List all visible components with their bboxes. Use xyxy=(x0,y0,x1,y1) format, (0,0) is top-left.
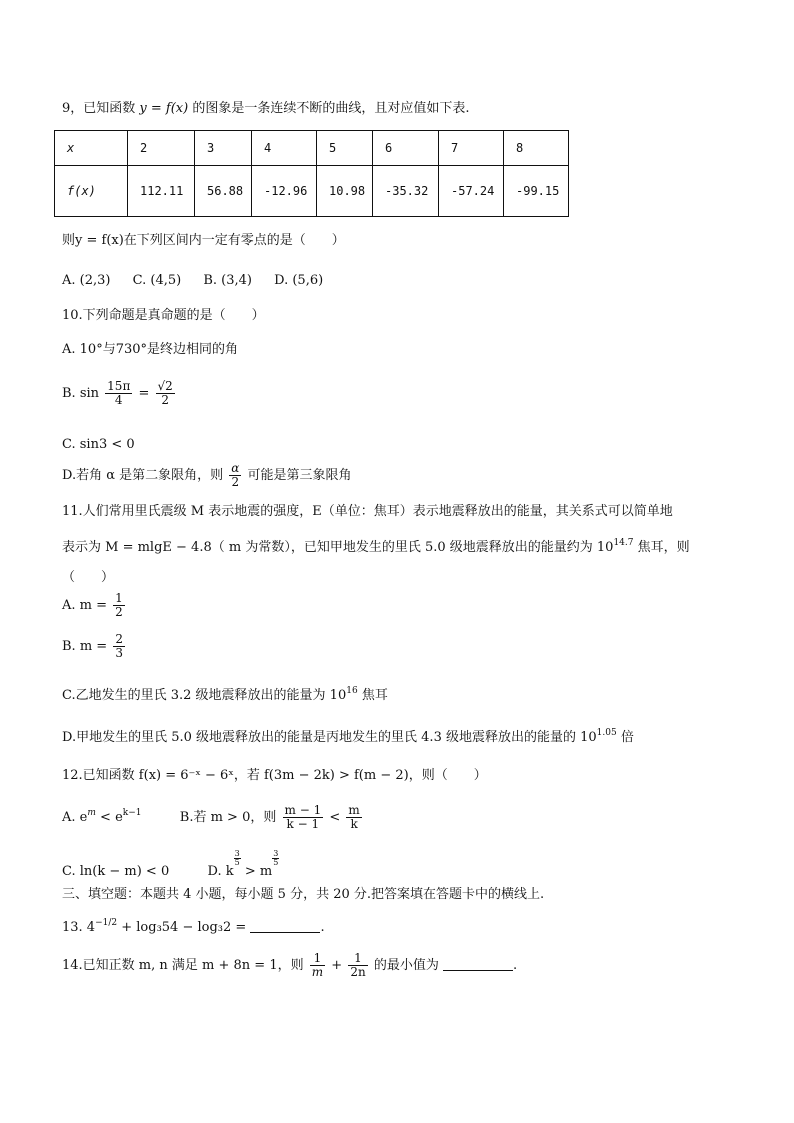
table-cell: x xyxy=(55,131,128,166)
q10-b-result: $\frac{√2}{2}$ xyxy=(157,379,173,408)
table-cell: 6 xyxy=(373,131,439,166)
table-cell: 2 xyxy=(128,131,195,166)
table-cell: -35.32 xyxy=(373,166,439,217)
table-cell: 3 xyxy=(195,131,252,166)
q14: 14.已知正数 m, n 满足 m + 8n = 1，则 $\frac{1}{m}$ + $\frac{1}{2n}$ 的最小值为 . xyxy=(62,951,518,980)
q9-func: y = f(x) xyxy=(139,101,189,116)
table-cell: -99.15 xyxy=(504,166,569,217)
q9-question: 则y = f(x)在下列区间内一定有零点的是（ ） xyxy=(62,233,345,248)
q9-stem-suffix: 的图象是一条连续不断的曲线，且对应值如下表. xyxy=(192,101,470,116)
section-3-heading: 三、填空题：本题共 4 小题，每小题 5 分，共 20 分.把答案填在答题卡中的横线上. xyxy=(62,887,545,902)
table-cell: 112.11 xyxy=(128,166,195,217)
table-cell: 8 xyxy=(504,131,569,166)
q13: 13. $4^{-1/2} + \log_354 - \log_32$ = . xyxy=(62,918,325,935)
q12-stem: 12.已知函数 f(x) = 6⁻ˣ − 6ˣ，若 f(3m − 2k) > f(m − 2)，则（ ） xyxy=(62,768,487,783)
table-cell: -12.96 xyxy=(252,166,317,217)
q10-b-fraction: $\frac{15\pi}{4}$ xyxy=(107,379,131,408)
table-cell: f(x) xyxy=(55,166,128,217)
table-cell: 7 xyxy=(439,131,504,166)
q10-option-c: C. sin3 < 0 xyxy=(62,437,135,452)
table-cell: 56.88 xyxy=(195,166,252,217)
q12-options-ab xyxy=(62,804,364,831)
q11-option-a: A. m = $\frac{1}{2}$ xyxy=(62,591,123,620)
q10-stem: 10.下列命题是真命题的是（ ） xyxy=(62,308,265,323)
table-cell: -57.24 xyxy=(439,166,504,217)
q12-option-a: A. $e^m < e^{k-1}$ xyxy=(62,808,142,826)
q10-d-fraction: $\frac{\alpha}{2}$ xyxy=(231,461,240,490)
q9-stem xyxy=(62,101,470,117)
q9-option-c: C. (4,5) xyxy=(132,273,182,288)
q9-option-d: D. (5,6) xyxy=(274,273,324,288)
q11-line3: （ ） xyxy=(62,570,115,585)
q9-value-table xyxy=(54,130,569,217)
q9-option-a: A. (2,3) xyxy=(62,273,111,288)
q9-options xyxy=(62,273,323,289)
q11-option-c: C.乙地发生的里氏 3.2 级地震释放出的能量为 $10^{16}$ 焦耳 xyxy=(62,686,388,703)
table-row xyxy=(55,166,569,217)
q12-options-cd xyxy=(62,850,279,880)
q9-option-b: B. (3,4) xyxy=(203,273,252,288)
table-row xyxy=(55,131,569,166)
table-cell: 4 xyxy=(252,131,317,166)
q11-line2: 表示为 M = mlgE − 4.8（ m 为常数），已知甲地发生的里氏 5.0 级地震释放出的能量约为 $10^{14.7}$ 焦耳，则 xyxy=(62,538,690,555)
q12-option-d: D. k $\frac{3}{5}$ > m $\frac{3}{5}$ xyxy=(207,849,279,879)
q11-option-b: B. m = $\frac{2}{3}$ xyxy=(62,632,123,661)
q10-option-d: D.若角 α 是第二象限角，则 $\frac{\alpha}{2}$ 可能是第三象限角 xyxy=(62,461,352,490)
q11-line1: 11.人们常用里氏震级 M 表示地震的强度，E（单位：焦耳）表示地震释放出的能量，其关系式可以简单地 xyxy=(62,504,673,519)
q14-answer-blank[interactable] xyxy=(443,958,513,971)
q12-option-b: B.若 m > 0，则 $\frac{m - 1}{k - 1}$ < $\frac{m}{k}$ xyxy=(179,803,360,832)
q12-option-c: C. ln(k − m) < 0 xyxy=(62,864,170,879)
table-cell: 5 xyxy=(317,131,373,166)
q10-b-prefix: B. sin xyxy=(62,386,100,402)
table-cell: 10.98 xyxy=(317,166,373,217)
q13-answer-blank[interactable] xyxy=(250,920,320,933)
q9-stem-prefix: 9，已知函数 xyxy=(62,101,136,116)
q10-option-b: B. sin $\frac{15\pi}{4}$ = $\frac{√2}{2}$ xyxy=(62,379,173,408)
q10-option-a: A. 10°与730°是终边相同的角 xyxy=(62,342,239,357)
q11-option-d: D.甲地发生的里氏 5.0 级地震释放出的能量是丙地发生的里氏 4.3 级地震释放出的能量的 $10^{1.05}$ 倍 xyxy=(62,728,634,745)
